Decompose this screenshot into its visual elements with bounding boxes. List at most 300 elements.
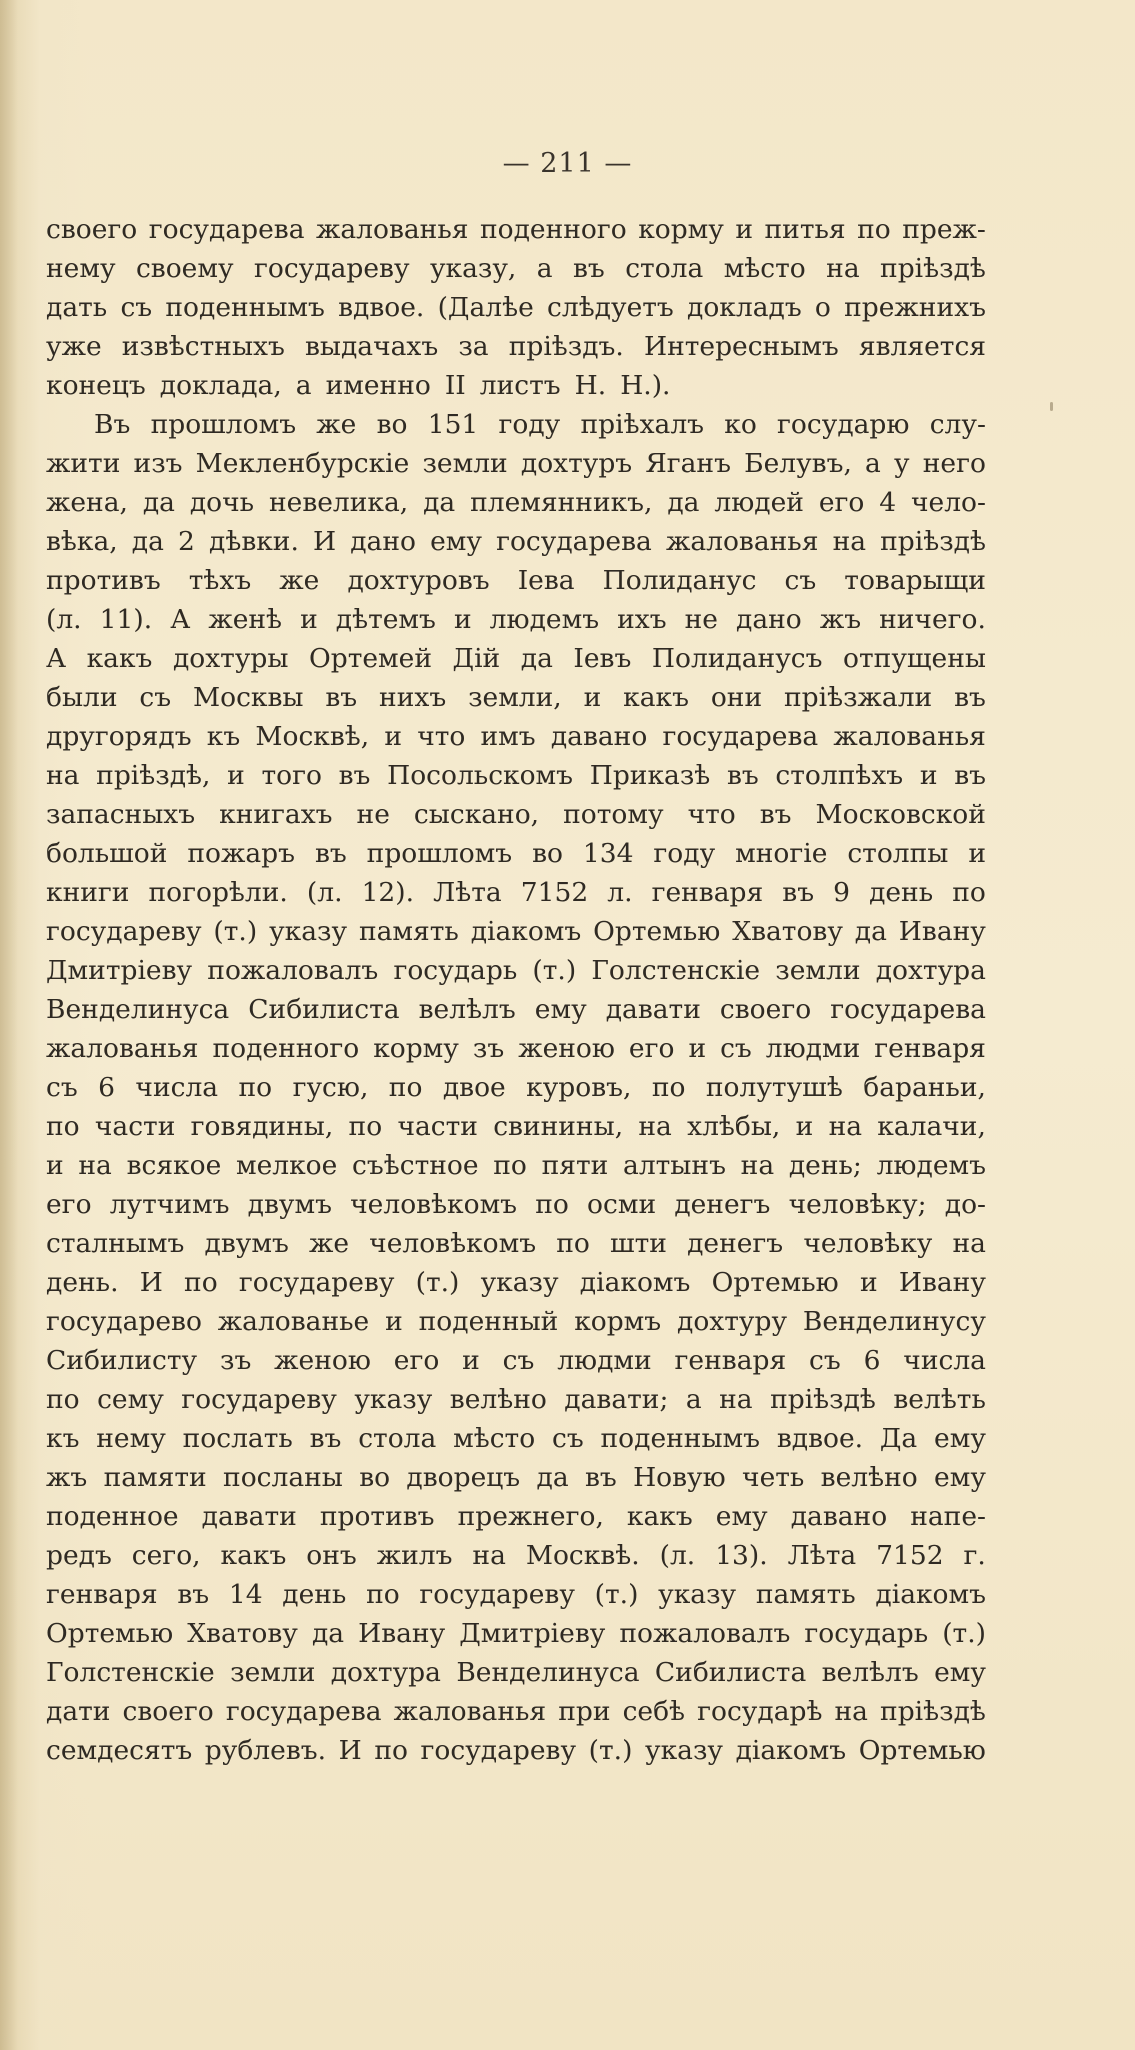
word: пріѣздѣ [880, 253, 986, 284]
word: Дмитріеву [46, 955, 193, 986]
word: товарыщи [844, 565, 986, 596]
word: на [719, 1384, 753, 1415]
word: Москвѣ, [255, 721, 370, 752]
word: государеву [420, 1735, 577, 1766]
word: къ [46, 1423, 80, 1454]
word: двое [442, 1072, 506, 1103]
word: (т.) [588, 1735, 633, 1766]
word: въ [573, 253, 605, 284]
word: другорядъ [46, 721, 192, 752]
word: при [558, 1696, 611, 1727]
word: 14 [228, 1579, 263, 1610]
word: тѣхъ [188, 565, 252, 596]
word: съ [46, 1072, 78, 1103]
word: мѣсто [723, 253, 806, 284]
word: (т.) [213, 916, 258, 947]
word: давати [201, 1501, 297, 1532]
word: указу [269, 916, 348, 947]
word: Яганъ [645, 448, 731, 479]
word: государеву [253, 253, 410, 284]
word: велѣно [449, 1384, 547, 1415]
word: сталнымъ [46, 1228, 185, 1259]
word: слу- [929, 409, 986, 440]
word: жалованья [315, 214, 469, 245]
word: по [374, 1735, 408, 1766]
word: отпущены [843, 643, 986, 674]
word: дохтура [875, 955, 986, 986]
word: на [826, 253, 860, 284]
word: является [858, 331, 986, 362]
word: велѣлъ [418, 994, 516, 1025]
word: съ [784, 565, 817, 596]
word: въ [309, 1423, 342, 1454]
word: прежнего, [457, 1501, 604, 1532]
word: посланы [223, 1462, 343, 1493]
text-line [46, 210, 986, 249]
word: Венделинуса [46, 994, 230, 1025]
word: на [832, 526, 867, 557]
word: дохтуру [677, 1306, 788, 1337]
word: (т.) [532, 955, 577, 986]
word: Полиданус [602, 565, 757, 596]
word: алтынъ [623, 1150, 726, 1181]
word: съ [809, 1345, 841, 1376]
word: потому [563, 799, 664, 830]
word: Москвы [193, 682, 304, 713]
word: (л. [306, 877, 343, 908]
word: Новую [633, 1462, 726, 1493]
text-line [46, 951, 986, 990]
word: ко [724, 409, 757, 440]
word: части [397, 1111, 478, 1142]
word: какъ [220, 1540, 287, 1571]
word: указу [658, 1579, 737, 1610]
word: генваря [874, 1033, 986, 1064]
word: листъ [479, 370, 561, 401]
word: Голстенскіе [46, 1657, 215, 1688]
word: Сибилисту [46, 1345, 198, 1376]
word: и [919, 760, 938, 791]
word: и [385, 1306, 403, 1337]
word: 9 [833, 877, 850, 908]
word: погорѣли. [148, 877, 288, 908]
text-line [46, 483, 986, 522]
word: ему [934, 1423, 986, 1454]
word: государю [777, 409, 910, 440]
word: какъ [623, 682, 689, 713]
word: давано [790, 1501, 888, 1532]
word: жалованье [217, 1306, 370, 1337]
word: онъ [306, 1540, 357, 1571]
word: сему [97, 1384, 164, 1415]
word: четь [742, 1462, 805, 1493]
word: зъ [472, 1033, 505, 1064]
word: дворецъ [406, 1462, 521, 1493]
word: указу [644, 1735, 723, 1766]
word: человѣку [803, 1228, 933, 1259]
word: (л. [46, 604, 82, 635]
word: и [688, 1033, 707, 1064]
word: дати [46, 1696, 111, 1727]
word: г. [963, 1540, 986, 1571]
word: Московской [815, 799, 986, 830]
word: 13). [715, 1540, 768, 1571]
word: поденнымъ [600, 1423, 761, 1454]
word: людей [714, 487, 804, 518]
text-line [46, 249, 986, 288]
word: велѣно [820, 1462, 918, 1493]
text-line [46, 1536, 986, 1575]
word: что [687, 799, 736, 830]
word: Интереснымъ [643, 331, 839, 362]
word: жилъ [376, 1540, 453, 1571]
text-line [46, 912, 986, 951]
word: поденного [479, 214, 627, 245]
word: говядины, [190, 1111, 334, 1142]
word: да [311, 1618, 345, 1649]
word: генваря [651, 877, 764, 908]
word: дано [350, 526, 416, 557]
word: именно [325, 370, 431, 401]
text-line [46, 1653, 986, 1692]
word: стола [625, 253, 704, 284]
word: государеву [181, 1384, 337, 1415]
word: діакомъ [470, 916, 582, 947]
word: людми [557, 1345, 652, 1376]
word: не [684, 604, 718, 635]
word: съ [720, 1033, 752, 1064]
word: и [735, 214, 754, 245]
word: сыскано, [413, 799, 540, 830]
word: въ [726, 760, 759, 791]
word: противъ [319, 1501, 435, 1532]
word: ему [934, 1462, 986, 1493]
word: человѣкомъ [350, 1189, 518, 1220]
word: семдесятъ [46, 1735, 193, 1766]
word: нихъ [379, 682, 447, 713]
word: пожаловалъ [207, 955, 379, 986]
word: (т.) [415, 1267, 460, 1298]
word: пожаръ [187, 838, 295, 869]
word: Полиданусъ [651, 643, 823, 674]
word: во [376, 409, 408, 440]
word: людми [765, 1033, 861, 1064]
word: день. [46, 1267, 119, 1298]
word: земли [230, 1657, 316, 1688]
word: ему [534, 994, 587, 1025]
word: Ивану [898, 1267, 986, 1298]
word: земли [422, 448, 508, 479]
word: 134 [582, 838, 634, 869]
word: діакомъ [579, 1267, 691, 1298]
word: шти [609, 1228, 667, 1259]
word: двумъ [204, 1228, 289, 1259]
word: а [685, 1384, 702, 1415]
word: въ [954, 760, 986, 791]
text-line [46, 522, 986, 561]
word: что [417, 721, 466, 752]
text-line [46, 1029, 986, 1068]
word: племянникъ, [470, 487, 653, 518]
word: пріѣхалъ [580, 409, 705, 440]
word: корму [638, 214, 724, 245]
word: своему [135, 253, 234, 284]
word: на [952, 1228, 986, 1259]
word: какъ [626, 1501, 693, 1532]
word: А [46, 643, 67, 674]
word: во [359, 1462, 391, 1493]
word: день [282, 1579, 347, 1610]
word: до- [944, 1189, 986, 1220]
word: жалованья [46, 1033, 199, 1064]
word: государева [662, 721, 819, 752]
word: зъ [220, 1345, 252, 1376]
word: вдвое. [776, 1423, 864, 1454]
word: всякое [126, 1150, 222, 1181]
word: своего [122, 1696, 214, 1727]
word: корму [373, 1033, 459, 1064]
word: книгахъ [219, 799, 333, 830]
text-line [46, 405, 986, 444]
word: пяти [541, 1150, 609, 1181]
word: же [308, 1228, 350, 1259]
word: И [338, 1735, 362, 1766]
page-number: — 211 — [502, 148, 633, 179]
word: да [142, 487, 175, 518]
word: были [46, 682, 118, 713]
word: лутчимъ [109, 1189, 230, 1220]
word: бараньи, [863, 1072, 986, 1103]
text-line [46, 1185, 986, 1224]
word: II [444, 370, 466, 401]
word: 12). [361, 877, 415, 908]
word: и [300, 604, 318, 635]
word: да [667, 487, 700, 518]
text-line [46, 1692, 986, 1731]
word: Іевъ [573, 643, 632, 674]
word: денегъ [687, 1228, 784, 1259]
word: части [94, 1111, 176, 1142]
word: жалованья [665, 526, 819, 557]
word: женою [518, 1033, 615, 1064]
word: государь [804, 1618, 929, 1649]
word: Венделинуса [456, 1657, 640, 1688]
word: и [453, 604, 472, 635]
word: Дій [452, 643, 501, 674]
word: выдачахъ [304, 331, 439, 362]
word: своего [46, 214, 138, 245]
text-line [46, 1497, 986, 1536]
word: жалованья [833, 721, 986, 752]
word: во [532, 838, 563, 869]
word: преж- [902, 214, 986, 245]
word: (т.) [942, 1618, 986, 1649]
word: по [556, 1228, 590, 1259]
text-line [46, 600, 986, 639]
word: по [535, 1189, 569, 1220]
word: А [170, 604, 191, 635]
word: поденное [46, 1501, 179, 1532]
text-line [46, 1575, 986, 1614]
word: по [366, 1579, 400, 1610]
word: поденный [418, 1306, 559, 1337]
text-line [46, 678, 986, 717]
word: жъ [46, 1462, 88, 1493]
word: него [922, 448, 986, 479]
word: указу [480, 1267, 559, 1298]
word: Венделинусу [802, 1306, 986, 1337]
word: да [854, 916, 887, 947]
word: И [313, 526, 337, 557]
word: денегъ [674, 1189, 771, 1220]
word: редъ [46, 1540, 112, 1571]
word: столпы [847, 838, 949, 869]
word: конецъ [46, 370, 146, 401]
word: съ [502, 1345, 535, 1376]
word: прошломъ [366, 838, 513, 869]
word: не [356, 799, 390, 830]
word: а [865, 448, 881, 479]
word: пріѣздѣ [880, 1696, 986, 1727]
text-line [46, 873, 986, 912]
word: сего, [131, 1540, 201, 1571]
word: Мекленбурскіе [195, 448, 410, 479]
word: 2 [178, 526, 195, 557]
word: того [261, 760, 322, 791]
text-line [46, 990, 986, 1029]
word: ихъ [617, 604, 667, 635]
text-line [46, 1224, 986, 1263]
word: дать [46, 292, 108, 323]
word: генваря [46, 1579, 158, 1610]
word: за [458, 331, 489, 362]
word: по [651, 1072, 686, 1103]
body-text [46, 210, 986, 1770]
word: вдвое. [338, 292, 425, 323]
word: Хватову [187, 1618, 298, 1649]
word: ему [715, 1501, 768, 1532]
word: 7152 [876, 1540, 944, 1571]
word: дохтура [330, 1657, 441, 1688]
word: его [46, 1189, 92, 1220]
word: (л. [659, 1540, 696, 1571]
word: Да [879, 1423, 918, 1454]
text-line [46, 1419, 986, 1458]
word: на [78, 1150, 112, 1181]
word: на [834, 1696, 868, 1727]
word: государеву [419, 1579, 575, 1610]
word: ему [934, 1657, 986, 1688]
word: у [894, 448, 910, 479]
word: указу [354, 1384, 433, 1415]
text-line [46, 327, 986, 366]
word: день; [788, 1150, 862, 1181]
word: въ [325, 682, 358, 713]
word: о [814, 292, 831, 323]
word: куровъ, [526, 1072, 632, 1103]
word: съ [552, 1423, 584, 1454]
word: поденнымъ [165, 292, 325, 323]
page-speck [1050, 402, 1053, 411]
word: полутушѣ [705, 1072, 843, 1103]
word: женою [274, 1345, 371, 1376]
word: осми [587, 1189, 657, 1220]
word: нему [96, 1423, 166, 1454]
word: Ортемью [711, 1267, 839, 1298]
word: году [653, 838, 716, 869]
word: пожаловалъ [619, 1618, 791, 1649]
word: съѣстное [352, 1150, 479, 1181]
text-line [46, 1614, 986, 1653]
word: дѣвки. [209, 526, 299, 557]
word: вѣка, [46, 526, 118, 557]
word: дохтуръ [520, 448, 633, 479]
word: въ [759, 799, 792, 830]
word: государѣ [697, 1696, 823, 1727]
word: имъ [480, 721, 536, 752]
text-line [46, 1068, 986, 1107]
word: многіе [735, 838, 828, 869]
word: слѣдуетъ [547, 292, 674, 323]
word: прошломъ [150, 409, 297, 440]
word: жити [46, 448, 121, 479]
word: велѣть [893, 1384, 986, 1415]
text-line [46, 288, 986, 327]
word: земли [775, 955, 861, 986]
word: по [238, 1072, 273, 1103]
word: государь [393, 955, 518, 986]
word: (Далѣе [437, 292, 534, 323]
word: уже [46, 331, 102, 362]
word: 151 [427, 409, 479, 440]
word: къ [206, 721, 241, 752]
word: по [46, 1384, 80, 1415]
word: рублевъ. [204, 1735, 327, 1766]
word: и [462, 1345, 480, 1376]
word: числа [135, 1072, 219, 1103]
word: 11). [99, 604, 153, 635]
word: а [295, 370, 312, 401]
word: Н.). [620, 370, 671, 401]
text-line [46, 561, 986, 600]
word: пріѣздъ. [508, 331, 624, 362]
word: мѣсто [453, 1423, 536, 1454]
word: пріѣзжали [783, 682, 933, 713]
word: свинины, [493, 1111, 624, 1142]
word: и [583, 682, 602, 713]
word: доклада, [159, 370, 282, 401]
word: Хватову [732, 916, 843, 947]
word: запасныхъ [46, 799, 196, 830]
word: на [472, 1540, 506, 1571]
word: давати [605, 994, 701, 1025]
word: нему [46, 253, 116, 284]
word: л. [607, 877, 633, 908]
word: Іева [517, 565, 575, 596]
word: Дмитріеву [459, 1618, 606, 1649]
word: въ [954, 682, 986, 713]
text-line [46, 717, 986, 756]
word: и [859, 1267, 878, 1298]
word: память [755, 1579, 856, 1610]
word: дохтуровъ [347, 565, 490, 596]
word: по [184, 1267, 218, 1298]
word: Сибилиста [248, 994, 400, 1025]
word: пріѣздѣ, [96, 760, 211, 791]
word: докладъ [687, 292, 802, 323]
word: прежнихъ [844, 292, 986, 323]
word: указу, [429, 253, 517, 284]
